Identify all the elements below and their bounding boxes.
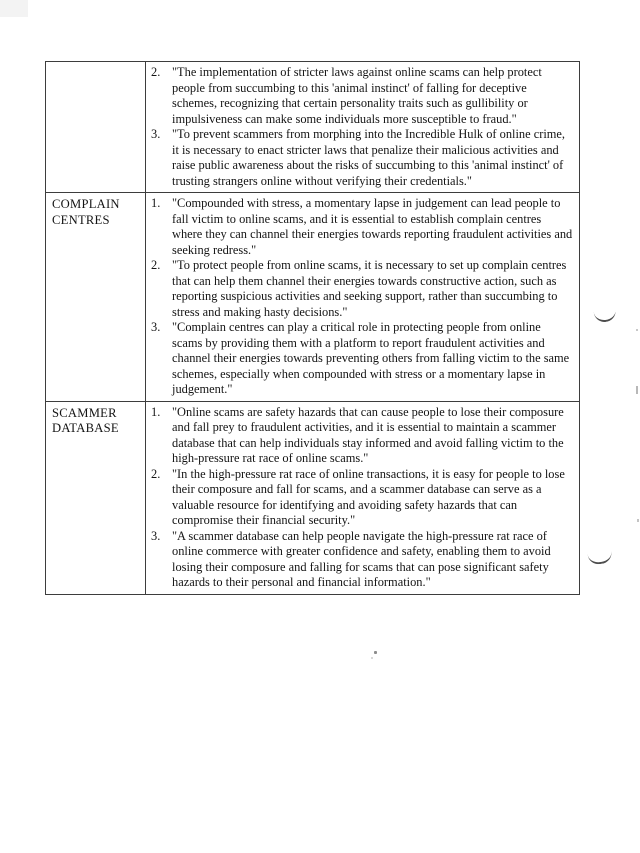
item-text: "Online scams are safety hazards that can cause people to lose their composure and fall prey to fraudulent activities, and it is essential to maintain a scammer database that can help individuals stay informed and avoid falling victim to the high-pressure rat race of online scams." xyxy=(172,404,564,465)
scan-edge-artifact xyxy=(636,386,638,394)
category-label: COMPLAIN CENTRES xyxy=(52,197,120,227)
scan-edge-artifact xyxy=(637,519,639,522)
scan-edge-artifact xyxy=(636,329,638,331)
item-number: 1. xyxy=(151,196,161,210)
category-cell-empty xyxy=(46,62,146,192)
item-text: "A scammer database can help people navigate the high-pressure rat race of online commerce with greater confidence and safety, enabling them to avoid losing their composure and falling for scams that can pose significant safety hazards to their personal and financial information." xyxy=(172,528,551,589)
scan-speck xyxy=(374,651,377,654)
items-cell xyxy=(146,401,579,594)
category-cell-scammer-database xyxy=(46,401,146,594)
pen-check-mark-icon xyxy=(593,308,616,323)
list-item xyxy=(151,65,575,127)
scan-speck xyxy=(371,657,373,659)
item-text: "The implementation of stricter laws against online scams can help protect people from succumbing to this 'animal instinct' of falling for deceptive schemes, recognizing that certain personality traits such as gullibility or impulsiveness can make some individuals more susceptible to fraud." xyxy=(172,65,542,126)
item-text: "To protect people from online scams, it is necessary to set up complain centres that can help them channel their energies towards constructive action, such as reporting suspicious activities and seeking support, rather than succumbing to stress and making hasty decisions." xyxy=(172,258,567,319)
item-number: 2. xyxy=(151,466,161,481)
item-text: "Complain centres can play a critical role in protecting people from online scams by providing them with a platform to report fraudulent activities and channel their energies towards preventing others from falling victim to the same schemes, especially when compounded with stress or a momentary lapse in judgement." xyxy=(172,320,570,396)
category-cell-complain-centres xyxy=(46,192,146,401)
scan-corner-artifact xyxy=(0,0,28,17)
list-item xyxy=(151,127,575,189)
list-item xyxy=(151,467,575,529)
item-number: 3. xyxy=(151,127,161,141)
item-number: 3. xyxy=(151,320,161,334)
list-item xyxy=(151,320,575,398)
list-item xyxy=(151,196,575,258)
list-item xyxy=(151,405,575,467)
item-number: 1. xyxy=(151,404,161,419)
item-number: 3. xyxy=(151,528,161,543)
item-text: "In the high-pressure rat race of online transactions, it is easy for people to lose their composure and fall for scams, and a scammer database can serve as a valuable resource for identifying and avoiding safety hazards that can compromise their financial security." xyxy=(172,466,565,527)
item-text: "Compounded with stress, a momentary lapse in judgement can lead people to fall victim to online scams, and it is essential to establish complain centres where they can channel their energies towards reporting fraudulent activities and seeking redress." xyxy=(172,196,573,257)
pen-check-mark-icon xyxy=(587,550,612,566)
item-number: 2. xyxy=(151,65,161,79)
items-cell xyxy=(146,62,579,192)
list-item xyxy=(151,258,575,320)
items-cell xyxy=(146,192,579,401)
content-table xyxy=(45,61,580,595)
category-label: SCAMMER DATABASE xyxy=(52,405,119,435)
item-text: "To prevent scammers from morphing into the Incredible Hulk of online crime, it is necessary to enact stricter laws that penalize their malicious activities and raise public awareness about the risks of succumbing to this 'animal instinct' of trusting strangers online without verifying their credentials." xyxy=(172,127,566,188)
list-item xyxy=(151,529,575,591)
item-number: 2. xyxy=(151,258,161,272)
